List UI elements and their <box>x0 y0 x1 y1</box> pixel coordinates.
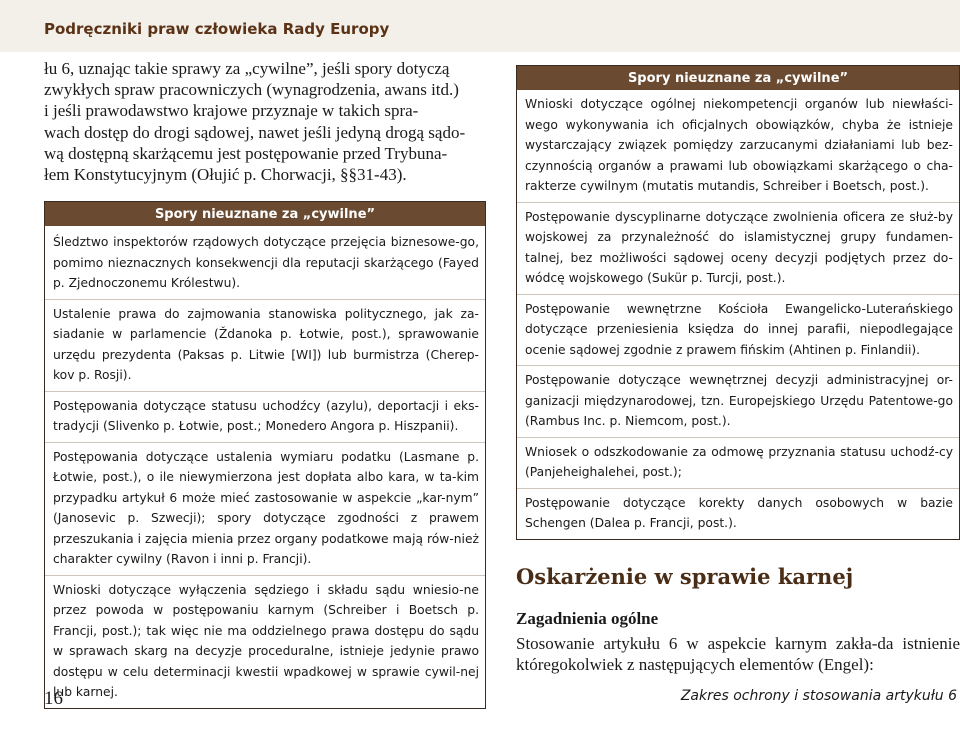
running-footer: Zakres ochrony i stosowania artykułu 6 <box>680 688 957 704</box>
running-header: Podręczniki praw człowieka Rady Europy <box>44 20 390 38</box>
box-item: Ustalenie prawa do zajmowania stanowiska politycznego, jak za-siadanie w parlamencie (Ždanoka p. Łotwie, post.), sprawowanie urzędu prezydenta (Paksas p. Litwie [WI]) lub burmistrza (Cherep-kov p. Rosji). <box>45 299 485 391</box>
box-item: Wniosek o odszkodowanie za odmowę przyznania statusu uchodź-cy (Panjeheighalehei, post.); <box>517 437 959 488</box>
page-number: 16 <box>44 688 63 709</box>
box-item: Postępowania dotyczące statusu uchodźcy (azylu), deportacji i eks-tradycji (Slivenko p. Łotwie, post.; Monedero Angora p. Hiszpanii). <box>45 391 485 442</box>
left-column <box>44 58 486 709</box>
intro-line: i jeśli prawodawstwo krajowe przyznaje w takich spra- <box>44 101 419 121</box>
right-column <box>516 65 960 675</box>
box-item: Postępowanie dotyczące korekty danych osobowych w bazie Schengen (Dalea p. Francji, post.). <box>517 488 959 539</box>
intro-line: zwykłych spraw pracowniczych (wynagrodzenia, awans itd.) <box>44 80 459 100</box>
intro-line: wach dostęp do drogi sądowej, nawet jeśli jedyną drogą sądo- <box>44 122 466 142</box>
right-info-box <box>516 65 960 540</box>
body-paragraph: Stosowanie artykułu 6 w aspekcie karnym zakła-da istnienie któregokolwiek z następujących elementów (Engel): <box>516 633 960 674</box>
box-item: Postępowanie dyscyplinarne dotyczące zwolnienia oficera ze służ-by wojskowej za przynależność do islamistycznej grupy fundamen-talnej, bez możliwości sądowej oceny decyzji podjętych przez do-wódcę wojskowego (Sukür p. Turcji, post.). <box>517 202 959 294</box>
box-item: Śledztwo inspektorów rządowych dotyczące przejęcia biznesowe-go, pomimo nieznacznych konsekwencji dla reputacji skarżącego (Fayed p. Zjednoczonemu Królestwu). <box>53 235 479 291</box>
subsection-heading: Zagadnienia ogólne <box>516 608 659 628</box>
box-item: Wnioski dotyczące ogólnej niekompetencji organów lub niewłaści-wego wykonywania ich oficjalnych obowiązków, chyba że istnieje wystarczający związek pomiędzy zarzucanymi działaniami lub bez-czynnością organów a prawami lub obowiązkami skarżącego o cha-rakterze cywilnym (mutatis mutandis, Schreiber i Boetsch, post.). <box>525 97 953 193</box>
intro-line: łu 6, uznając takie sprawy za „cywilne”, jeśli spory dotyczą <box>44 59 450 78</box>
box-title: Spory nieuznane za „cywilne” <box>45 202 485 226</box>
box-item: Postępowania dotyczące ustalenia wymiaru podatku (Lasmane p. Łotwie, post.), o ile niewymierzona jest dopłata albo kara, w ta-kim przypadku artykuł 6 może mieć zastosowanie w aspekcie „kar-nym” (Janosevic p. Szwecji); spory dotyczące zgodności z prawem przeszukania i zajęcia mienia przez organy podatkowe mają rów-nież charakter cywilny (Ravon i inni p. Francji). <box>45 442 485 575</box>
box-item: Wnioski dotyczące wyłączenia sędziego i składu sądu wniesio-ne przez powoda w postępowaniu karnym (Schreiber i Boetsch p. Francji, post.); tak więc nie ma oddzielnego prawa dostępu do sądu w sprawach skarg na decyzje proceduralne, istnieje jedynie prawo dostępu w celu determinacji kwestii wpadkowej w sprawie cywil-nej lub karnej. <box>45 575 485 708</box>
left-info-box <box>44 201 486 709</box>
intro-line: wą dostępną skarżącemu jest postępowanie przed Trybuna- <box>44 143 448 163</box>
section-title: Oskarżenie w sprawie karnej <box>516 563 854 589</box>
box-item: Postępowanie dotyczące wewnętrznej decyzji administracyjnej or-ganizacji międzynarodowej, tzn. Europejskiego Urzędu Patentowe-go (Rambus Inc. p. Niemcom, post.). <box>517 365 959 437</box>
box-title: Spory nieuznane za „cywilne” <box>517 66 959 90</box>
intro-paragraph <box>44 58 486 185</box>
intro-line: łem Konstytucyjnym (Ołujić p. Chorwacji, §§31-43). <box>44 165 407 185</box>
box-item: Postępowanie wewnętrzne Kościoła Ewangelicko-Luterańskiego dotyczące przeniesienia księdza do innej parafii, niepodlegające ocenie sądowej zgodnie z prawem fińskim (Ahtinen p. Finlandii). <box>517 294 959 366</box>
